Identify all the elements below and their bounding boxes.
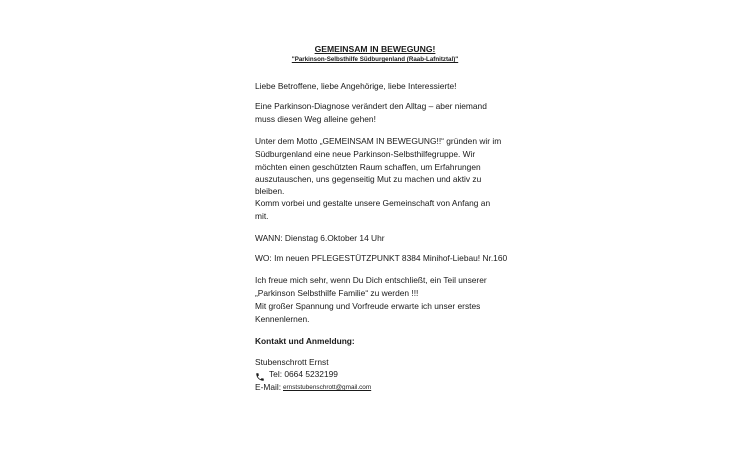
contact-phone: Tel: 0664 5232199 — [269, 369, 338, 379]
event-when: WANN: Dienstag 6.Oktober 14 Uhr — [255, 233, 385, 243]
document-title: GEMEINSAM IN BEWEGUNG! — [314, 44, 436, 54]
closing-line-1: Ich freue mich sehr, wenn Du Dich entschließt, ein Teil unserer — [255, 275, 487, 285]
motto-line-1: Unter dem Motto „GEMEINSAM IN BEWEGUNG!!“ gründen wir im — [255, 136, 502, 146]
motto-line-7: mit. — [255, 211, 269, 221]
email-link[interactable]: ernststubenschrott@gmail.com — [283, 384, 372, 391]
email-label: E-Mail: — [255, 382, 282, 392]
closing-line-2: „Parkinson Selbsthilfe Familie“ zu werden !!! — [255, 288, 419, 298]
intro-line-2: muss diesen Weg alleine gehen! — [255, 114, 376, 124]
closing-line-3: Mit großer Spannung und Vorfreude erwarte ich unser erstes — [255, 301, 481, 311]
contact-name: Stubenschrott Ernst — [255, 357, 329, 367]
closing-line-4: Kennenlernen. — [255, 314, 310, 324]
motto-line-4: auszutauschen, uns gegenseitig Mut zu machen und aktiv zu — [255, 174, 482, 184]
event-where: WO: Im neuen PFLEGESTÜTZPUNKT 8384 Minihof-Liebau! Nr.160 — [255, 253, 508, 263]
motto-line-2: Südburgenland eine neue Parkinson-Selbsthilfegruppe. Wir — [255, 149, 476, 159]
greeting: Liebe Betroffene, liebe Angehörige, liebe Interessierte! — [255, 81, 457, 91]
motto-line-5: bleiben. — [255, 186, 285, 196]
intro-line-1: Eine Parkinson-Diagnose verändert den Alltag – aber niemand — [255, 101, 487, 111]
contact-heading: Kontakt und Anmeldung: — [255, 336, 355, 346]
motto-line-6: Komm vorbei und gestalte unsere Gemeinschaft von Anfang an — [255, 198, 491, 208]
phone-icon — [255, 369, 265, 379]
document-subtitle: "Parkinson-Selbsthilfe Südburgenland (Raab-Lafnitztal)" — [291, 56, 459, 63]
motto-line-3: möchten einen geschützten Raum schaffen, um Erfahrungen — [255, 162, 481, 172]
